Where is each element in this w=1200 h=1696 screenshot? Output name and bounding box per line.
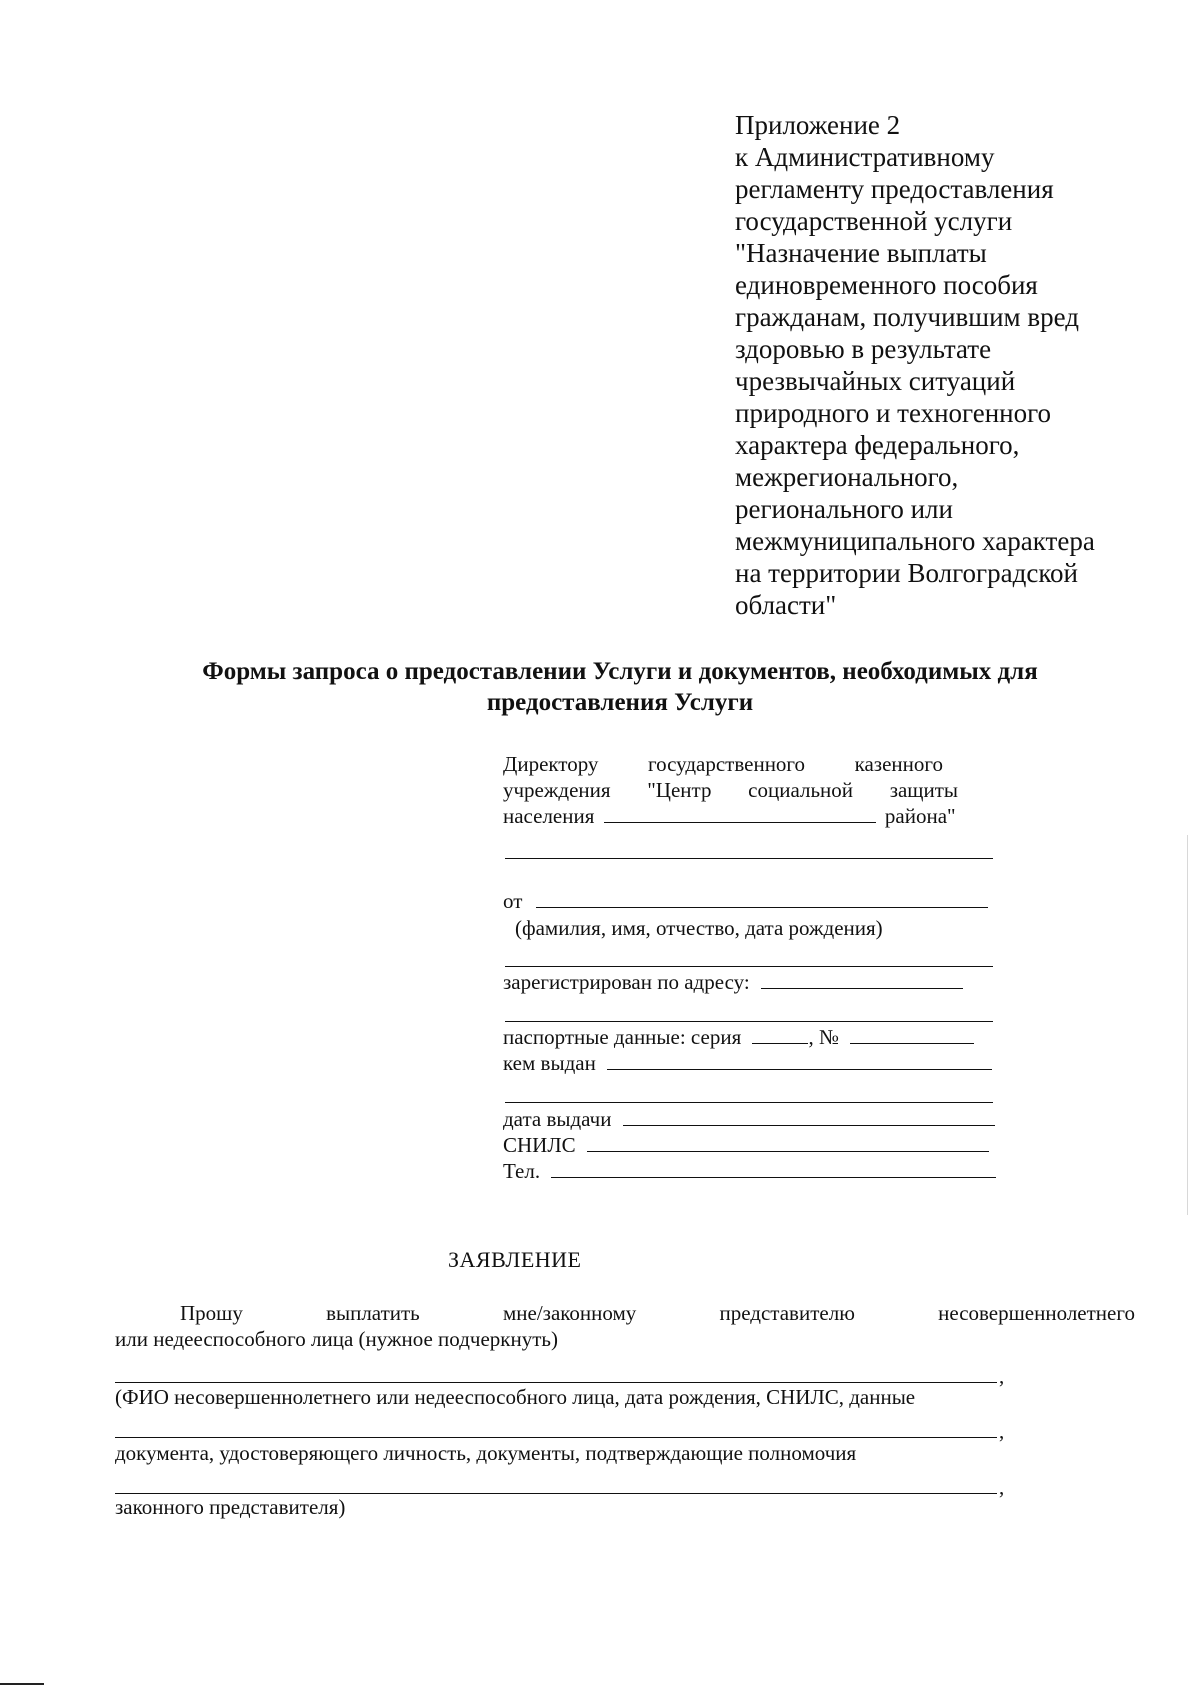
appendix-line: государственной услуги xyxy=(735,206,1013,236)
issue-date-field[interactable] xyxy=(623,1107,995,1126)
issued-by-extra-line[interactable] xyxy=(505,1102,993,1103)
addressee-line-2: учреждения "Центр социальной защиты xyxy=(503,778,958,802)
snils-field[interactable] xyxy=(587,1133,989,1152)
from-name-field[interactable] xyxy=(536,889,988,908)
beneficiary-line-1[interactable] xyxy=(115,1382,997,1383)
statement-heading: ЗАЯВЛЕНИЕ xyxy=(448,1247,582,1272)
appendix-line: на территории Волгоградской xyxy=(735,558,1079,588)
addressee-line-3: населения района" xyxy=(503,804,956,828)
addressee-block xyxy=(503,751,1023,829)
appendix-line: межмуниципального характера xyxy=(735,526,1095,556)
appendix-reference xyxy=(735,109,1155,621)
appendix-line: здоровью в результате xyxy=(735,334,992,364)
addressee-line-1: Директору государственного казенного xyxy=(503,752,943,776)
beneficiary-note-3: законного представителя) xyxy=(115,1495,346,1519)
appendix-line: характера федерального, xyxy=(735,430,1020,460)
from-block xyxy=(503,888,1023,914)
from-label: от xyxy=(503,889,523,913)
appendix-line: единовременного пособия xyxy=(735,270,1038,300)
request-word: выплатить xyxy=(326,1301,420,1325)
appendix-line: регламенту предоставления xyxy=(735,174,1054,204)
form-title xyxy=(80,656,1160,718)
from-extra-line[interactable] xyxy=(505,966,993,967)
district-name-field[interactable] xyxy=(604,804,876,823)
request-word: несовершеннолетнего xyxy=(938,1301,1135,1325)
appendix-line: чрезвычайных ситуаций xyxy=(735,366,1016,396)
passport-label: паспортные данные: серия xyxy=(503,1025,742,1049)
scan-edge-shadow xyxy=(1187,835,1188,1215)
scan-mark xyxy=(0,1683,44,1685)
beneficiary-line-2[interactable] xyxy=(115,1437,997,1438)
request-word: мне/законному xyxy=(502,1301,637,1325)
issued-by-field[interactable] xyxy=(607,1051,992,1070)
registered-label: зарегистрирован по адресу: xyxy=(503,970,750,994)
contact-block xyxy=(503,1106,1023,1184)
comma-mark: , xyxy=(999,1364,1005,1388)
from-caption: (фамилия, имя, отчество, дата рождения) xyxy=(515,916,883,940)
registered-block xyxy=(503,969,1023,995)
snils-label: СНИЛС xyxy=(503,1133,576,1157)
passport-number-field[interactable] xyxy=(850,1025,974,1044)
comma-mark: , xyxy=(999,1419,1005,1443)
appendix-line: Приложение 2 xyxy=(735,110,901,140)
phone-field[interactable] xyxy=(551,1159,996,1178)
comma-mark: , xyxy=(999,1475,1005,1499)
appendix-line: гражданам, получившим вред xyxy=(735,302,1079,332)
form-title-line: предоставления Услуги xyxy=(486,689,754,716)
issued-by-label: кем выдан xyxy=(503,1051,596,1075)
statement-request xyxy=(115,1300,1135,1352)
passport-number-label: , № xyxy=(808,1025,840,1049)
appendix-line: межрегионального, xyxy=(735,462,959,492)
form-title-line: Формы запроса о предоставлении Услуги и документов, необходимых для xyxy=(202,658,1038,685)
appendix-line: регионального или xyxy=(735,494,953,524)
request-word: представителю xyxy=(719,1301,855,1325)
addressee-extra-line[interactable] xyxy=(505,858,993,859)
beneficiary-note-1: (ФИО несовершеннолетнего или недееспособного лица, дата рождения, СНИЛС, данные xyxy=(115,1385,916,1409)
appendix-line: природного и техногенного xyxy=(735,398,1052,428)
request-word: Прошу xyxy=(180,1301,243,1325)
passport-block xyxy=(503,1024,1023,1076)
address-extra-line[interactable] xyxy=(505,1021,993,1022)
appendix-line: области" xyxy=(735,590,837,620)
registered-address-field[interactable] xyxy=(761,970,963,989)
issue-date-label: дата выдачи xyxy=(503,1107,612,1131)
phone-label: Тел. xyxy=(503,1159,541,1183)
appendix-line: к Административному xyxy=(735,142,995,172)
beneficiary-note-2: документа, удостоверяющего личность, документы, подтверждающие полномочия xyxy=(115,1441,857,1465)
passport-series-field[interactable] xyxy=(752,1025,808,1044)
appendix-line: "Назначение выплаты xyxy=(735,238,987,268)
request-line-2: или недееспособного лица (нужное подчеркнуть) xyxy=(115,1327,558,1351)
